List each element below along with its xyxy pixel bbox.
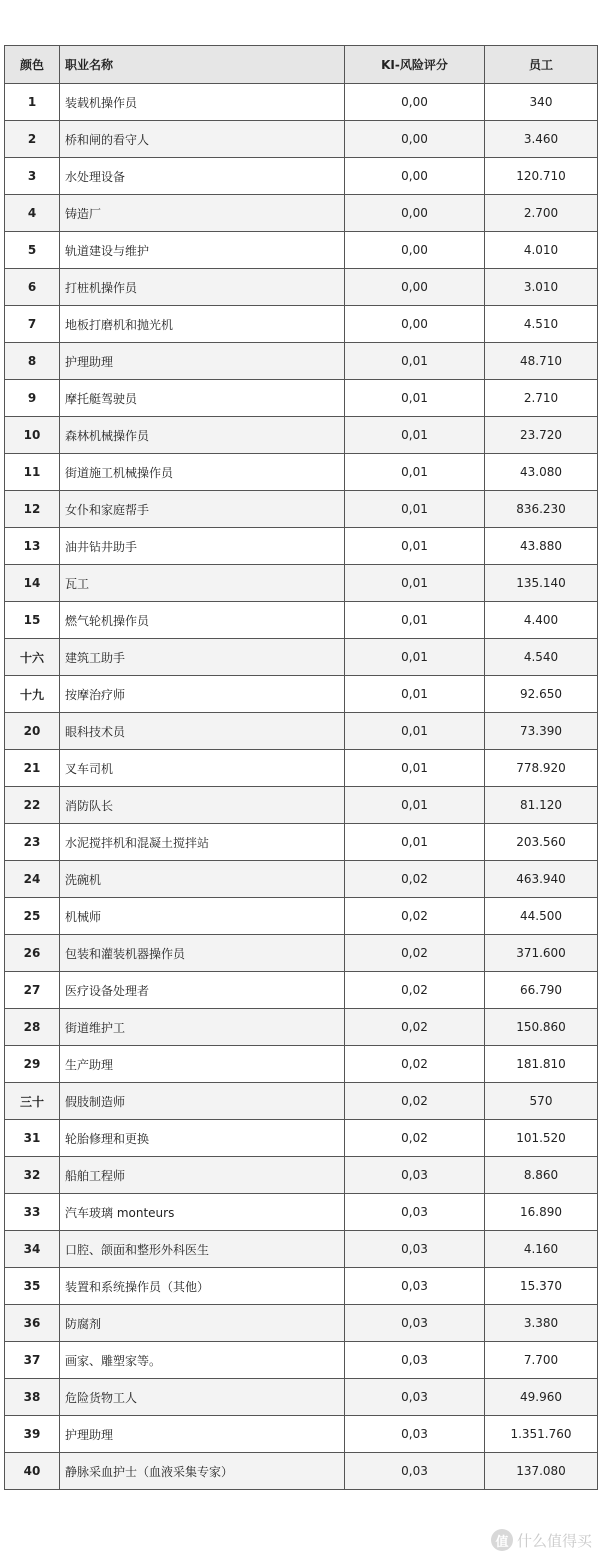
ki-risk-score-cell: 0,00 <box>345 232 485 269</box>
occupation-name-cell: 女仆和家庭帮手 <box>60 491 345 528</box>
rank-cell: 24 <box>5 861 60 898</box>
ki-risk-score-cell: 0,01 <box>345 343 485 380</box>
table-row <box>5 565 598 602</box>
rank-cell: 14 <box>5 565 60 602</box>
table-row <box>5 1120 598 1157</box>
occupation-name-cell: 护理助理 <box>60 1416 345 1453</box>
table-row <box>5 121 598 158</box>
table-row <box>5 1305 598 1342</box>
employees-cell: 181.810 <box>485 1046 598 1083</box>
table-row <box>5 232 598 269</box>
table-row <box>5 1083 598 1120</box>
employees-cell: 7.700 <box>485 1342 598 1379</box>
occupation-name-cell: 桥和闸的看守人 <box>60 121 345 158</box>
rank-cell: 28 <box>5 1009 60 1046</box>
occupation-name-cell: 街道维护工 <box>60 1009 345 1046</box>
ki-risk-score-cell: 0,01 <box>345 713 485 750</box>
employees-cell: 570 <box>485 1083 598 1120</box>
ki-risk-score-cell: 0,02 <box>345 935 485 972</box>
occupation-name-cell: 摩托艇驾驶员 <box>60 380 345 417</box>
ki-risk-score-cell: 0,02 <box>345 1046 485 1083</box>
watermark-text: 什么值得买 <box>516 1531 592 1550</box>
header-occupation-name: 职业名称 <box>60 46 345 84</box>
ki-risk-score-cell: 0,01 <box>345 824 485 861</box>
rank-cell: 7 <box>5 306 60 343</box>
employees-cell: 66.790 <box>485 972 598 1009</box>
occupation-name-cell: 按摩治疗师 <box>60 676 345 713</box>
occupation-name-cell: 建筑工助手 <box>60 639 345 676</box>
rank-cell: 38 <box>5 1379 60 1416</box>
occupation-name-cell: 铸造厂 <box>60 195 345 232</box>
occupation-name-cell: 眼科技术员 <box>60 713 345 750</box>
header-ki-risk-score: KI-风险评分 <box>345 46 485 84</box>
ki-risk-score-cell: 0,03 <box>345 1268 485 1305</box>
occupation-name-cell: 街道施工机械操作员 <box>60 454 345 491</box>
occupation-name-cell: 水泥搅拌机和混凝土搅拌站 <box>60 824 345 861</box>
ki-risk-score-cell: 0,01 <box>345 639 485 676</box>
occupation-name-cell: 叉车司机 <box>60 750 345 787</box>
employees-cell: 8.860 <box>485 1157 598 1194</box>
ki-risk-score-cell: 0,01 <box>345 787 485 824</box>
table-row <box>5 676 598 713</box>
employees-cell: 3.460 <box>485 121 598 158</box>
ki-risk-score-cell: 0,02 <box>345 898 485 935</box>
table-row <box>5 935 598 972</box>
occupation-name-cell: 轮胎修理和更换 <box>60 1120 345 1157</box>
ki-risk-score-cell: 0,03 <box>345 1416 485 1453</box>
rank-cell: 2 <box>5 121 60 158</box>
occupation-risk-table <box>4 45 598 1490</box>
rank-cell: 34 <box>5 1231 60 1268</box>
rank-cell: 25 <box>5 898 60 935</box>
ki-risk-score-cell: 0,00 <box>345 158 485 195</box>
occupation-name-cell: 机械师 <box>60 898 345 935</box>
occupation-name-cell: 水处理设备 <box>60 158 345 195</box>
ki-risk-score-cell: 0,03 <box>345 1194 485 1231</box>
employees-cell: 48.710 <box>485 343 598 380</box>
ki-risk-score-cell: 0,01 <box>345 676 485 713</box>
table-row <box>5 1268 598 1305</box>
ki-risk-score-cell: 0,01 <box>345 454 485 491</box>
table-row <box>5 1009 598 1046</box>
table-row <box>5 84 598 121</box>
occupation-name-cell: 轨道建设与维护 <box>60 232 345 269</box>
ki-risk-score-cell: 0,01 <box>345 602 485 639</box>
rank-cell: 十六 <box>5 639 60 676</box>
employees-cell: 4.160 <box>485 1231 598 1268</box>
occupation-name-cell: 生产助理 <box>60 1046 345 1083</box>
ki-risk-score-cell: 0,01 <box>345 528 485 565</box>
occupation-name-cell: 医疗设备处理者 <box>60 972 345 1009</box>
employees-cell: 3.010 <box>485 269 598 306</box>
rank-cell: 22 <box>5 787 60 824</box>
rank-cell: 23 <box>5 824 60 861</box>
employees-cell: 15.370 <box>485 1268 598 1305</box>
rank-cell: 11 <box>5 454 60 491</box>
ki-risk-score-cell: 0,01 <box>345 491 485 528</box>
table-row <box>5 158 598 195</box>
table-row <box>5 750 598 787</box>
employees-cell: 43.880 <box>485 528 598 565</box>
occupation-name-cell: 洗碗机 <box>60 861 345 898</box>
table-row <box>5 417 598 454</box>
rank-cell: 三十 <box>5 1083 60 1120</box>
employees-cell: 135.140 <box>485 565 598 602</box>
employees-cell: 4.510 <box>485 306 598 343</box>
rank-cell: 27 <box>5 972 60 1009</box>
ki-risk-score-cell: 0,03 <box>345 1453 485 1490</box>
employees-cell: 836.230 <box>485 491 598 528</box>
table-row <box>5 1342 598 1379</box>
table-body <box>5 84 598 1490</box>
ki-risk-score-cell: 0,00 <box>345 306 485 343</box>
employees-cell: 49.960 <box>485 1379 598 1416</box>
rank-cell: 39 <box>5 1416 60 1453</box>
occupation-name-cell: 船舶工程师 <box>60 1157 345 1194</box>
employees-cell: 2.710 <box>485 380 598 417</box>
employees-cell: 101.520 <box>485 1120 598 1157</box>
ki-risk-score-cell: 0,03 <box>345 1305 485 1342</box>
occupation-name-cell: 装置和系统操作员（其他） <box>60 1268 345 1305</box>
ki-risk-score-cell: 0,03 <box>345 1342 485 1379</box>
occupation-name-cell: 包装和灌装机器操作员 <box>60 935 345 972</box>
rank-cell: 9 <box>5 380 60 417</box>
rank-cell: 6 <box>5 269 60 306</box>
table-row <box>5 713 598 750</box>
ki-risk-score-cell: 0,00 <box>345 121 485 158</box>
employees-cell: 371.600 <box>485 935 598 972</box>
table-row <box>5 1231 598 1268</box>
occupation-name-cell: 画家、雕塑家等。 <box>60 1342 345 1379</box>
table-row <box>5 380 598 417</box>
occupation-name-cell: 瓦工 <box>60 565 345 602</box>
ki-risk-score-cell: 0,00 <box>345 195 485 232</box>
employees-cell: 120.710 <box>485 158 598 195</box>
table-row <box>5 602 598 639</box>
rank-cell: 21 <box>5 750 60 787</box>
table-row <box>5 454 598 491</box>
employees-cell: 44.500 <box>485 898 598 935</box>
occupation-name-cell: 护理助理 <box>60 343 345 380</box>
table-header <box>5 46 598 84</box>
ki-risk-score-cell: 0,02 <box>345 1120 485 1157</box>
rank-cell: 33 <box>5 1194 60 1231</box>
occupation-name-cell: 油井钻井助手 <box>60 528 345 565</box>
employees-cell: 1.351.760 <box>485 1416 598 1453</box>
employees-cell: 150.860 <box>485 1009 598 1046</box>
rank-cell: 36 <box>5 1305 60 1342</box>
table-row <box>5 1453 598 1490</box>
ki-risk-score-cell: 0,01 <box>345 380 485 417</box>
occupation-name-cell: 口腔、颌面和整形外科医生 <box>60 1231 345 1268</box>
rank-cell: 3 <box>5 158 60 195</box>
occupation-name-cell: 打桩机操作员 <box>60 269 345 306</box>
rank-cell: 13 <box>5 528 60 565</box>
rank-cell: 8 <box>5 343 60 380</box>
rank-cell: 4 <box>5 195 60 232</box>
ki-risk-score-cell: 0,01 <box>345 417 485 454</box>
occupation-name-cell: 防腐剂 <box>60 1305 345 1342</box>
ki-risk-score-cell: 0,00 <box>345 84 485 121</box>
occupation-name-cell: 地板打磨机和抛光机 <box>60 306 345 343</box>
table-row <box>5 1194 598 1231</box>
header-row <box>5 46 598 84</box>
ki-risk-score-cell: 0,03 <box>345 1157 485 1194</box>
rank-cell: 26 <box>5 935 60 972</box>
table-row <box>5 787 598 824</box>
occupation-name-cell: 汽车玻璃 monteurs <box>60 1194 345 1231</box>
rank-cell: 29 <box>5 1046 60 1083</box>
occupation-name-cell: 消防队长 <box>60 787 345 824</box>
watermark <box>491 1529 592 1551</box>
table-row <box>5 195 598 232</box>
ki-risk-score-cell: 0,01 <box>345 750 485 787</box>
watermark-logo-icon: 值 <box>491 1529 513 1551</box>
table-row <box>5 824 598 861</box>
employees-cell: 4.400 <box>485 602 598 639</box>
rank-cell: 1 <box>5 84 60 121</box>
employees-cell: 340 <box>485 84 598 121</box>
table-row <box>5 1416 598 1453</box>
table-row <box>5 528 598 565</box>
ki-risk-score-cell: 0,02 <box>345 1009 485 1046</box>
employees-cell: 3.380 <box>485 1305 598 1342</box>
table-row <box>5 972 598 1009</box>
employees-cell: 137.080 <box>485 1453 598 1490</box>
employees-cell: 4.010 <box>485 232 598 269</box>
table-row <box>5 1046 598 1083</box>
rank-cell: 37 <box>5 1342 60 1379</box>
table-row <box>5 343 598 380</box>
employees-cell: 23.720 <box>485 417 598 454</box>
rank-cell: 十九 <box>5 676 60 713</box>
occupation-name-cell: 装载机操作员 <box>60 84 345 121</box>
table-row <box>5 491 598 528</box>
header-employees: 员工 <box>485 46 598 84</box>
header-color: 颜色 <box>5 46 60 84</box>
employees-cell: 92.650 <box>485 676 598 713</box>
occupation-name-cell: 森林机械操作员 <box>60 417 345 454</box>
employees-cell: 778.920 <box>485 750 598 787</box>
table-row <box>5 306 598 343</box>
rank-cell: 32 <box>5 1157 60 1194</box>
rank-cell: 12 <box>5 491 60 528</box>
ki-risk-score-cell: 0,00 <box>345 269 485 306</box>
employees-cell: 16.890 <box>485 1194 598 1231</box>
table-row <box>5 1379 598 1416</box>
data-table-container <box>4 45 597 1490</box>
table-row <box>5 898 598 935</box>
ki-risk-score-cell: 0,02 <box>345 972 485 1009</box>
table-row <box>5 861 598 898</box>
rank-cell: 10 <box>5 417 60 454</box>
table-row <box>5 269 598 306</box>
rank-cell: 5 <box>5 232 60 269</box>
employees-cell: 43.080 <box>485 454 598 491</box>
table-row <box>5 639 598 676</box>
rank-cell: 35 <box>5 1268 60 1305</box>
ki-risk-score-cell: 0,01 <box>345 565 485 602</box>
employees-cell: 2.700 <box>485 195 598 232</box>
ki-risk-score-cell: 0,03 <box>345 1379 485 1416</box>
rank-cell: 40 <box>5 1453 60 1490</box>
employees-cell: 4.540 <box>485 639 598 676</box>
ki-risk-score-cell: 0,02 <box>345 861 485 898</box>
rank-cell: 20 <box>5 713 60 750</box>
employees-cell: 203.560 <box>485 824 598 861</box>
occupation-name-cell: 假肢制造师 <box>60 1083 345 1120</box>
occupation-name-cell: 燃气轮机操作员 <box>60 602 345 639</box>
employees-cell: 463.940 <box>485 861 598 898</box>
ki-risk-score-cell: 0,02 <box>345 1083 485 1120</box>
table-row <box>5 1157 598 1194</box>
rank-cell: 15 <box>5 602 60 639</box>
ki-risk-score-cell: 0,03 <box>345 1231 485 1268</box>
occupation-name-cell: 静脉采血护士（血液采集专家） <box>60 1453 345 1490</box>
rank-cell: 31 <box>5 1120 60 1157</box>
employees-cell: 81.120 <box>485 787 598 824</box>
occupation-name-cell: 危险货物工人 <box>60 1379 345 1416</box>
employees-cell: 73.390 <box>485 713 598 750</box>
